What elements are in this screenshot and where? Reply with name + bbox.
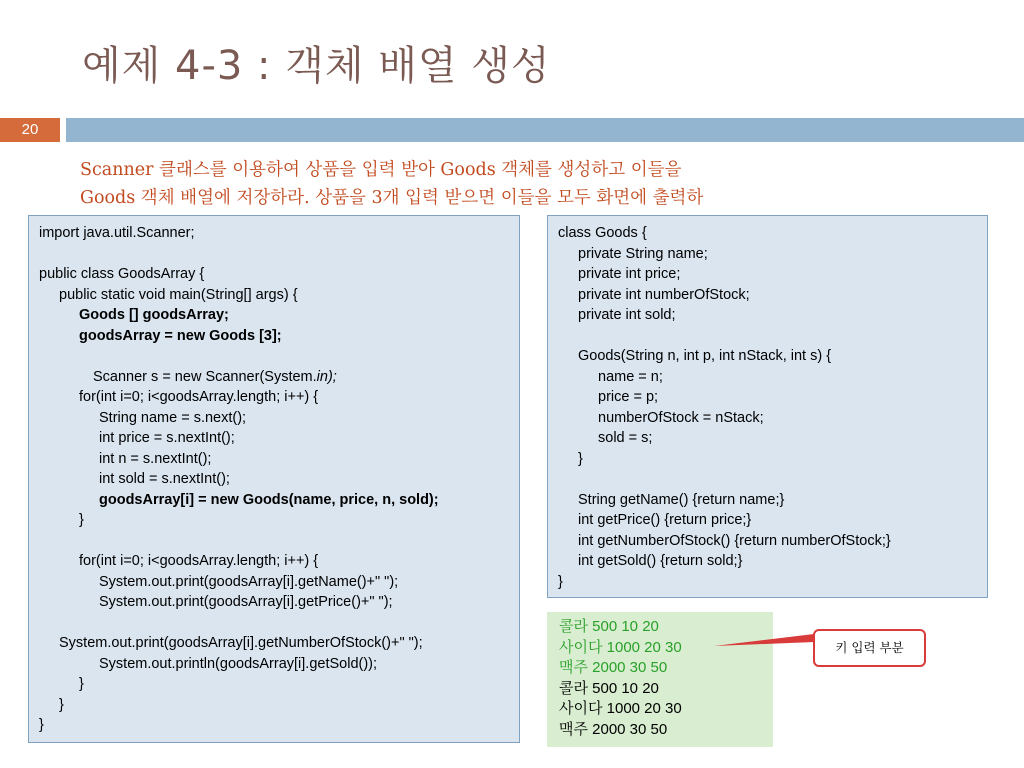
input-line: 사이다 1000 20 30 xyxy=(559,638,682,656)
code-line: private int numberOfStock; xyxy=(578,286,750,303)
code-line: } xyxy=(39,717,44,733)
description-line: Scanner 클래스를 이용하여 상품을 입력 받아 Goods 객체를 생성하고 이들을 xyxy=(80,160,682,180)
input-line: 콜라 500 10 20 xyxy=(559,618,659,635)
slide-number: 20 xyxy=(0,118,60,142)
code-line: } xyxy=(558,573,563,590)
code-line: } xyxy=(79,676,84,692)
problem-description xyxy=(80,156,980,212)
code-line: public class GoodsArray { xyxy=(39,266,205,282)
code-line: price = p; xyxy=(598,389,659,405)
code-line: sold = s; xyxy=(598,430,653,446)
main-class-code xyxy=(28,215,520,743)
code-line: private int price; xyxy=(578,266,681,282)
code-line: int getSold() {return sold;} xyxy=(578,553,743,569)
code-line: } xyxy=(79,512,84,528)
code-line: Goods [] goodsArray; xyxy=(79,307,229,323)
code-line: int n = s.nextInt(); xyxy=(99,450,212,467)
code-line: System.out.println(goodsArray[i].getSold()); xyxy=(99,655,378,672)
slide-title: 예제 4-3 : 객체 배열 생성 xyxy=(82,43,551,89)
code-line: System.out.print(goodsArray[i].getPrice()+" "); xyxy=(99,594,393,610)
code-line: for(int i=0; i<goodsArray.length; i++) { xyxy=(79,553,319,569)
code-line: System.out.print(goodsArray[i].getName()+" "); xyxy=(99,573,399,590)
code-line: } xyxy=(59,696,64,713)
description-line: Goods 객체 배열에 저장하라. 상품을 3개 입력 받으면 이들을 모두 화면에 출력하 xyxy=(80,188,704,208)
code-line: public static void main(String[] args) { xyxy=(59,286,298,303)
code-line: String name = s.next(); xyxy=(99,409,247,426)
code-line: goodsArray[i] = new Goods(name, price, n, sold); xyxy=(99,491,439,508)
code-line: for(int i=0; i<goodsArray.length; i++) { xyxy=(79,389,319,405)
code-line: } xyxy=(578,450,583,467)
code-line: import java.util.Scanner; xyxy=(39,225,195,241)
code-line: int sold = s.nextInt(); xyxy=(99,471,230,487)
code-line: name = n; xyxy=(598,368,663,385)
code-line: class Goods { xyxy=(558,225,647,241)
code-line: Goods(String n, int p, int nStack, int s) { xyxy=(578,348,832,364)
code-line: private int sold; xyxy=(578,307,676,323)
code-line: System.out.print(goodsArray[i].getNumberOfStock()+" "); xyxy=(59,635,423,651)
output-line: 콜라 500 10 20 xyxy=(559,679,659,697)
code-line: int getNumberOfStock() {return numberOfStock;} xyxy=(578,532,891,549)
goods-class-code xyxy=(547,215,988,598)
code-line: goodsArray = new Goods [3]; xyxy=(79,327,282,344)
output-line: 사이다 1000 20 30 xyxy=(559,700,682,717)
input-line: 맥주 2000 30 50 xyxy=(559,659,668,676)
code-line: int price = s.nextInt(); xyxy=(99,430,235,446)
code-line: String getName() {return name;} xyxy=(578,491,785,508)
code-line: int getPrice() {return price;} xyxy=(578,512,752,528)
code-line: numberOfStock = nStack; xyxy=(598,409,764,426)
code-line: Scanner s = new Scanner(System.in); xyxy=(93,368,337,385)
callout-pointer xyxy=(712,628,816,654)
output-line: 맥주 2000 30 50 xyxy=(559,720,668,738)
key-input-callout: 키 입력 부분 xyxy=(813,629,926,667)
code-line: private String name; xyxy=(578,245,708,262)
header-bar xyxy=(66,118,1024,142)
